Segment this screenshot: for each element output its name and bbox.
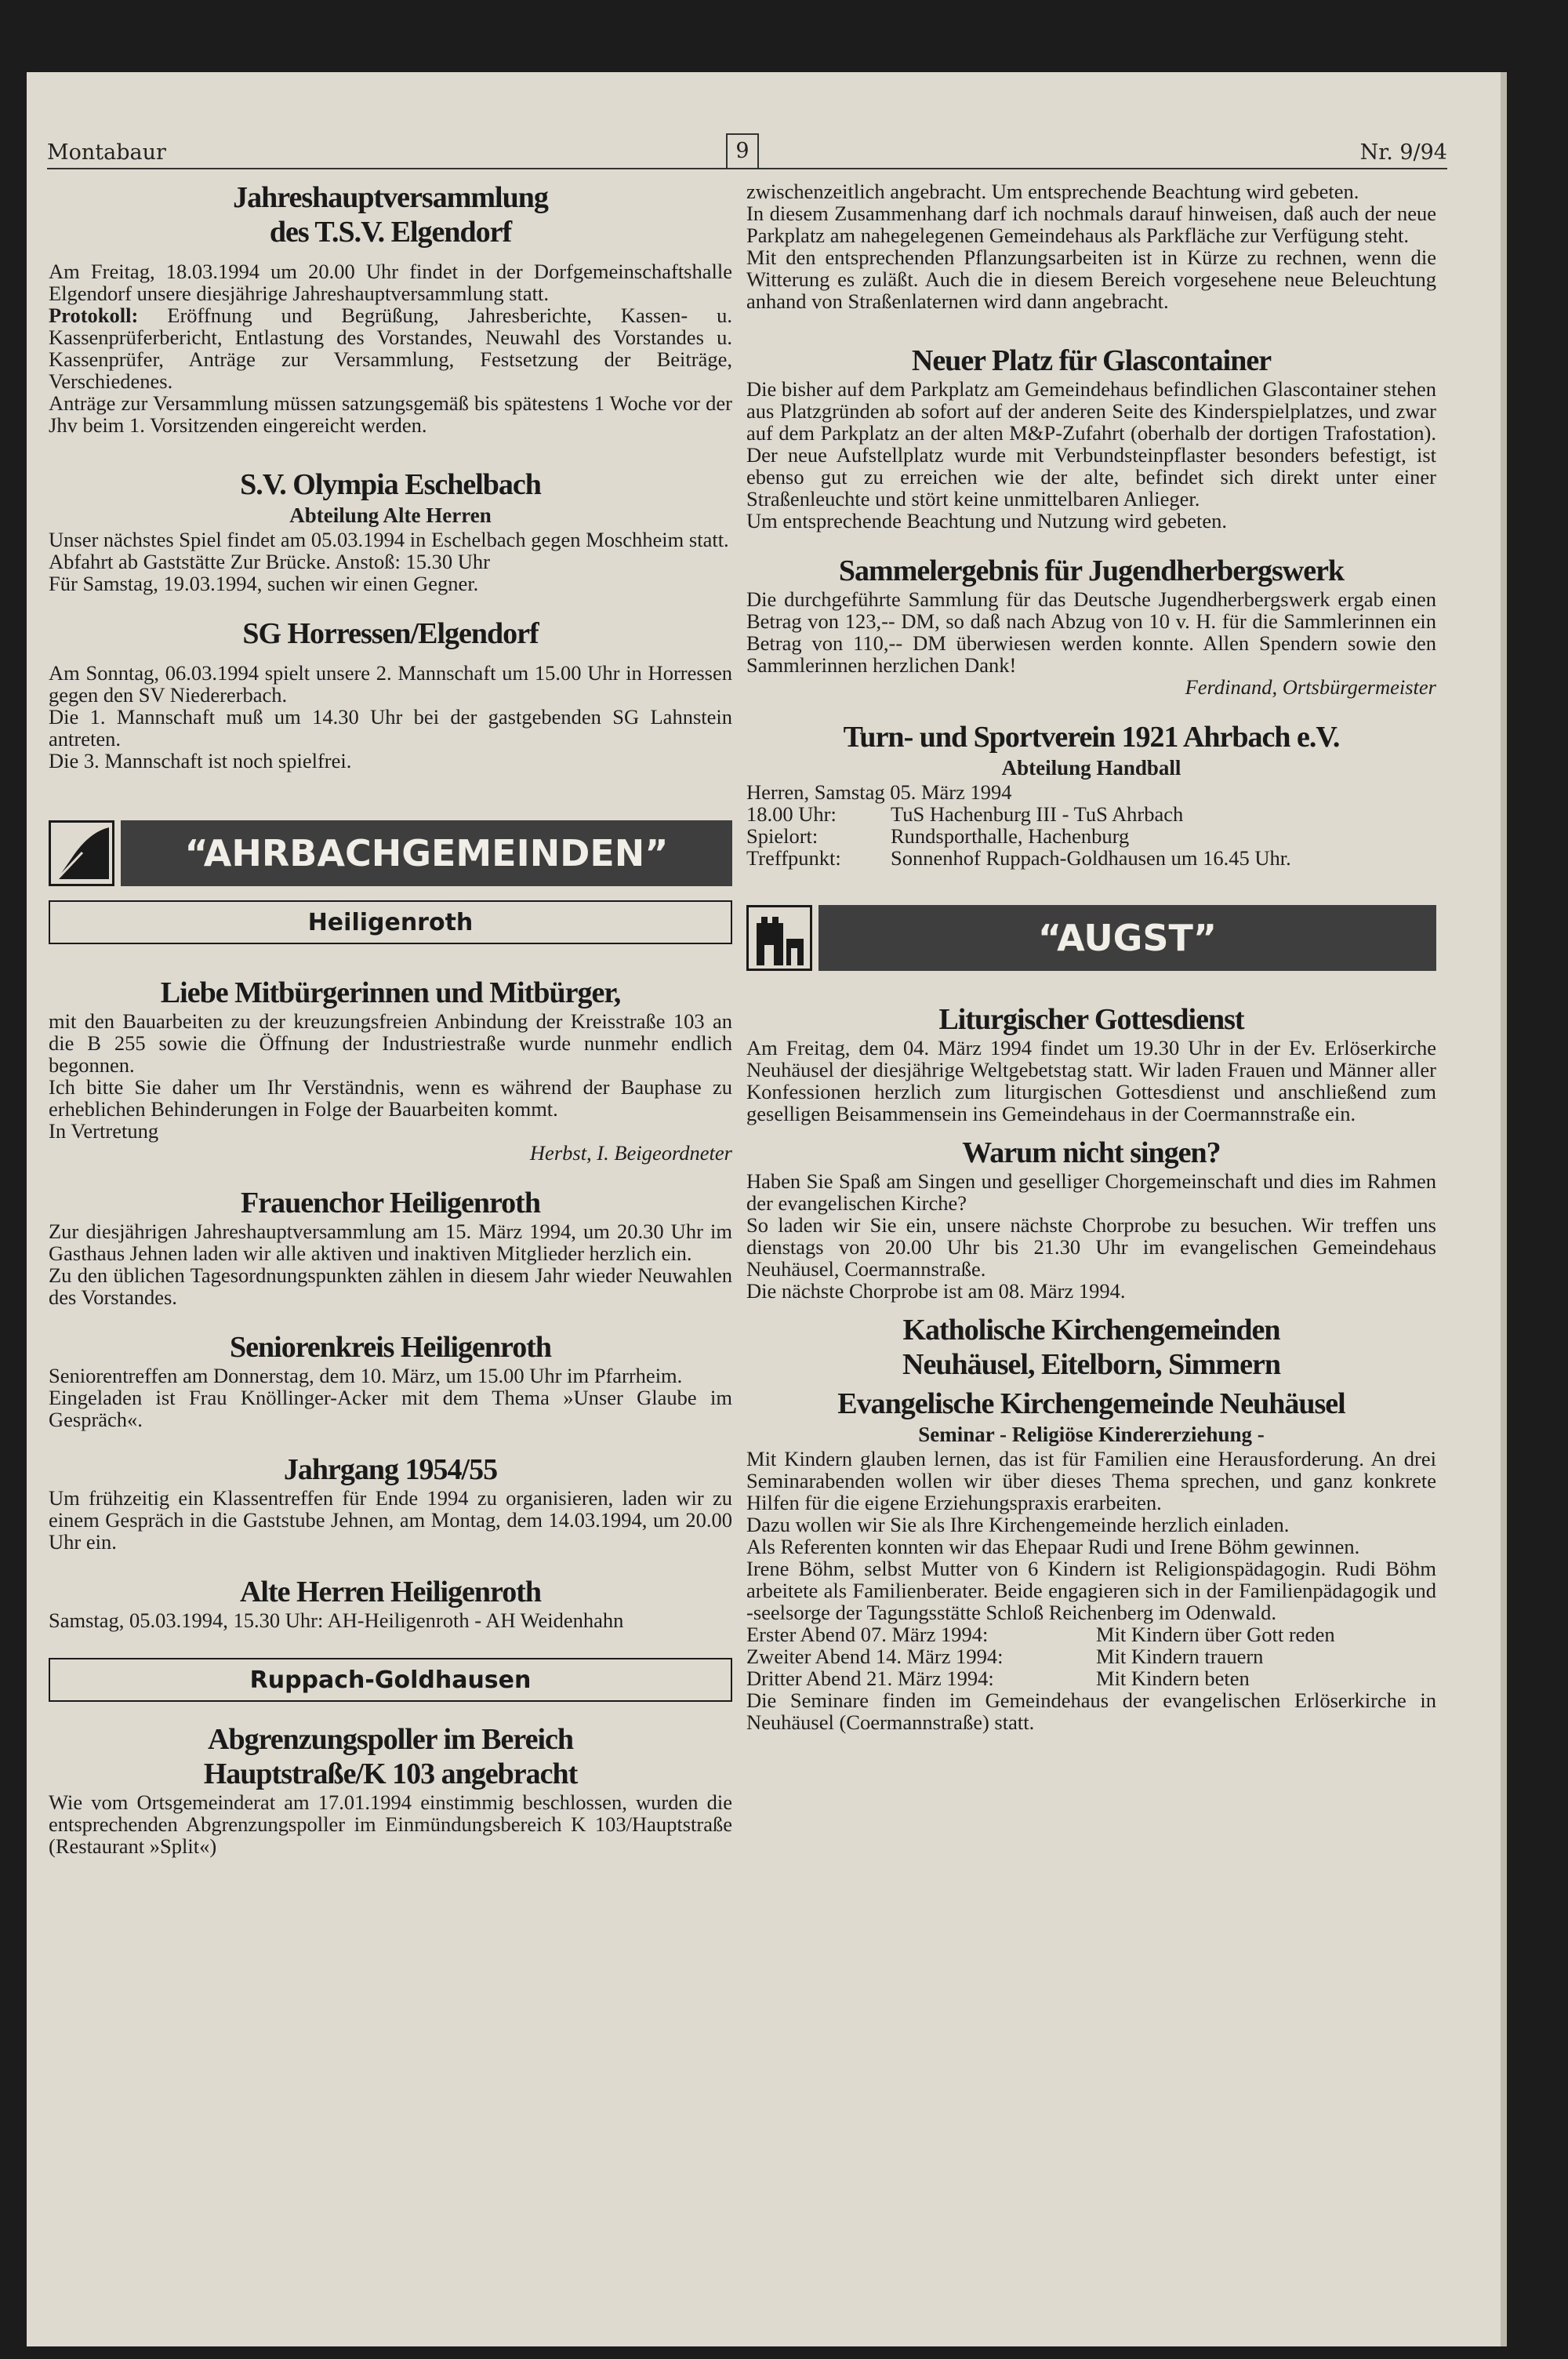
- article-title: Seniorenkreis Heiligenroth: [230, 1331, 551, 1364]
- match-table: [746, 803, 1291, 869]
- article-text: Mit den entsprechenden Pflanzungsarbeiten ist in Kürze zu rechnen, wenn die Witterung es zuläßt. Auch die in diesem Bereich vorgesehene neue Beleuchtung anhand von Straßenlaternen wird dann angebracht.: [746, 245, 1436, 313]
- article-text: Die Seminare finden im Gemeindehaus der evangelischen Erlöserkirche in Neuhäusel (Coermannstraße) statt.: [746, 1688, 1436, 1734]
- table-row: [746, 1645, 1335, 1667]
- table-row: [746, 803, 1291, 825]
- article-text: Zur diesjährigen Jahreshauptversammlung am 15. März 1994, um 20.30 Uhr im Gasthaus Jehnen laden wir alle aktiven und inaktiven Mitglieder herzlich ein.: [49, 1219, 732, 1265]
- table-row: [746, 1623, 1335, 1645]
- article-text: So laden wir Sie ein, unsere nächste Chorprobe zu besuchen. Wir treffen uns dienstags von 20.00 Uhr bis 21.30 Uhr im evangelischen Gemeindehaus Neuhäusel, Coermannstraße.: [746, 1213, 1436, 1281]
- right-column: [746, 180, 1436, 1733]
- table-value: Mit Kindern über Gott reden: [1096, 1623, 1335, 1646]
- article-text: mit den Bauarbeiten zu der kreuzungsfreien Anbindung der Kreisstraße 103 an die B 255 sowie die Öffnung der Industriestraße wurde nunmehr endlich begonnen.: [49, 1009, 732, 1077]
- page-number: 9: [726, 133, 759, 168]
- article-text: Unser nächstes Spiel findet am 05.03.1994 in Eschelbach gegen Moschheim statt.: [49, 528, 729, 551]
- article-text: Am Freitag, 18.03.1994 um 20.00 Uhr findet in der Dorfgemeinschaftshalle Elgendorf unsere diesjährige Jahreshauptversammlung statt.: [49, 260, 732, 305]
- article-subtitle: Abteilung Alte Herren: [289, 503, 492, 527]
- article-text: Abfahrt ab Gaststätte Zur Brücke. Anstoß: 15.30 Uhr: [49, 550, 491, 573]
- page-header: [47, 133, 1447, 169]
- article-text: Haben Sie Spaß am Singen und geselliger Chorgemeinschaft und dies im Rahmen der evangelischen Kirche?: [746, 1169, 1436, 1215]
- article-text: Um entsprechende Beachtung und Nutzung wird gebeten.: [746, 509, 1227, 533]
- banner-text: “AUGST”: [818, 905, 1436, 971]
- article-title: Warum nicht singen?: [962, 1136, 1221, 1169]
- article-text: Anträge zur Versammlung müssen satzungsgemäß bis spätestens 1 Woche vor der Jhv beim 1. Vorsitzenden eingereicht werden.: [49, 391, 732, 437]
- left-column: [49, 180, 732, 1857]
- table-key: Erster Abend 07. März 1994:: [746, 1623, 989, 1646]
- article-title: Jahrgang 1954/55: [283, 1453, 498, 1486]
- article-text: zwischenzeitlich angebracht. Um entsprechende Beachtung wird gebeten.: [746, 180, 1359, 203]
- section-banner: [49, 820, 732, 886]
- table-value: TuS Hachenburg III - TuS Ahrbach: [891, 802, 1184, 826]
- table-row: [746, 825, 1291, 847]
- article-text: Eingeladen ist Frau Knöllinger-Acker mit dem Thema »Unser Glaube im Gespräch«.: [49, 1386, 732, 1431]
- article-title: Neuhäusel, Eitelborn, Simmern: [902, 1348, 1280, 1381]
- article-text: Am Sonntag, 06.03.1994 spielt unsere 2. Mannschaft um 15.00 Uhr in Horressen gegen den SV Niedererbach.: [49, 661, 732, 707]
- article-text: Zu den üblichen Tagesordnungspunkten zählen in diesem Jahr wieder Neuwahlen des Vorstandes.: [49, 1263, 732, 1309]
- article-title: S.V. Olympia Eschelbach: [240, 468, 541, 501]
- table-value: Rundsporthalle, Hachenburg: [891, 824, 1130, 848]
- article-title: Sammelergebnis für Jugendherbergswerk: [838, 554, 1345, 587]
- article-text: Für Samstag, 19.03.1994, suchen wir einen Gegner.: [49, 572, 479, 595]
- article-text: Um frühzeitig ein Klassentreffen für Ende 1994 zu organisieren, laden wir zu einem Gespräch in die Gaststube Jehnen, am Montag, dem 14.03.1994, um 20.00 Uhr ein.: [49, 1486, 732, 1554]
- feather-icon: [49, 820, 114, 886]
- article-text: In Vertretung: [49, 1119, 159, 1143]
- article-text: Herren, Samstag 05. März 1994: [746, 780, 1012, 804]
- issue-number: Nr. 9/94: [1359, 140, 1447, 165]
- table-row: [746, 847, 1291, 869]
- table-value: Sonnenhof Ruppach-Goldhausen um 16.45 Uhr.: [891, 846, 1291, 870]
- banner-text: “AHRBACHGEMEINDEN”: [121, 820, 732, 886]
- article-title: SG Horressen/Elgendorf: [242, 617, 539, 650]
- table-value: Mit Kindern beten: [1096, 1667, 1250, 1690]
- newspaper-page: [27, 72, 1501, 2346]
- article-subtitle: Abteilung Handball: [1001, 756, 1181, 780]
- article-text: Die 3. Mannschaft ist noch spielfrei.: [49, 749, 352, 772]
- table-value: Mit Kindern trauern: [1096, 1645, 1264, 1668]
- signature: Ferdinand, Ortsbürgermeister: [1185, 675, 1436, 699]
- article-title: Jahreshauptversammlung: [233, 181, 548, 214]
- article-text: Mit Kindern glauben lernen, das ist für Familien eine Herausforderung. An drei Seminarabenden wollen wir über dieses Thema sprechen, und ganz konkrete Hilfen für die eigene Erziehungspraxis erarbeiten.: [746, 1447, 1436, 1514]
- article-title: Alte Herren Heiligenroth: [239, 1576, 542, 1608]
- article-text: Samstag, 05.03.1994, 15.30 Uhr: AH-Heiligenroth - AH Weidenhahn: [49, 1608, 624, 1632]
- section-banner: [746, 905, 1436, 971]
- section-box: Ruppach-Goldhausen: [49, 1658, 732, 1702]
- article-text: Wie vom Ortsgemeinderat am 17.01.1994 einstimmig beschlossen, wurden die entsprechenden Abgrenzungspoller im Einmündungsbereich K 103/Hauptstraße (Restaurant »Split«): [49, 1790, 732, 1858]
- table-key: Zweiter Abend 14. März 1994:: [746, 1645, 1004, 1668]
- article-text: In diesem Zusammenhang darf ich nochmals darauf hinweisen, daß auch der neue Parkplatz am nahegelegenen Gemeindehaus als Parkfläche zur Verfügung steht.: [746, 202, 1436, 247]
- article-title: Neuer Platz für Glascontainer: [911, 344, 1272, 377]
- section-box: Heiligenroth: [49, 900, 732, 944]
- seminar-table: [746, 1623, 1335, 1689]
- protokoll-text: Eröffnung und Begrüßung, Jahresberichte, Kassen- u. Kassenprüferbericht, Entlastung des Vorstandes, Neuwahl des Vorstandes u. Kassenprüfer, Anträge zur Versammlung, Festsetzung der Beiträge, Verschiedenes.: [49, 304, 732, 393]
- article-title: Hauptstraße/K 103 angebracht: [203, 1757, 578, 1790]
- article-text: Ich bitte Sie daher um Ihr Verständnis, wenn es während der Bauphase zu erheblichen Behinderungen in Folge der Bauarbeiten kommt.: [49, 1075, 732, 1121]
- article-text: Als Referenten konnten wir das Ehepaar Rudi und Irene Böhm gewinnen.: [746, 1535, 1360, 1558]
- article-text: Die 1. Mannschaft muß um 14.30 Uhr bei der gastgebenden SG Lahnstein antreten.: [49, 705, 732, 751]
- table-row: [746, 1667, 1335, 1689]
- article-subtitle: Seminar - Religiöse Kindererziehung -: [918, 1423, 1265, 1446]
- article-text: Die bisher auf dem Parkplatz am Gemeindehaus befindlichen Glascontainer stehen aus Platzgründen ab sofort auf der anderen Seite des Kinderspielplatzes, und zwar auf dem Parkplatz an der alten M&P-Zufahrt (oberhalb der dortigen Trafostation). Der neue Aufstellplatz wurde mit Verbundsteinpflaster besonders befestigt, ist ebenso gut zu erreichen wie der alte, befindet sich direkt unter einer Straßenleuchte und stört keine unmittelbaren Anlieger.: [746, 377, 1436, 511]
- article-title: des T.S.V. Elgendorf: [269, 216, 512, 249]
- article-title: Evangelische Kirchengemeinde Neuhäusel: [837, 1387, 1345, 1420]
- article-text: [49, 304, 732, 392]
- article-text: Die durchgeführte Sammlung für das Deutsche Jugendherbergswerk ergab einen Betrag von 123,-- DM, so daß nach Abzug von 10 v. H. für die Sammlerinnen ein Betrag von 110,-- DM überwiesen werden konnte. Allen Spendern sowie den Sammlerinnen herzlichen Dank!: [746, 587, 1436, 677]
- protokoll-label: Protokoll:: [49, 304, 139, 327]
- article-text: Dazu wollen wir Sie als Ihre Kirchengemeinde herzlich einladen.: [746, 1513, 1290, 1536]
- article-text: Seniorentreffen am Donnerstag, dem 10. März, um 15.00 Uhr im Pfarrheim.: [49, 1364, 683, 1387]
- article-title: Turn- und Sportverein 1921 Ahrbach e.V.: [843, 721, 1340, 754]
- article-title: Frauenchor Heiligenroth: [241, 1187, 540, 1219]
- signature: Herbst, I. Beigeordneter: [529, 1141, 732, 1165]
- table-key: Spielort:: [746, 824, 818, 848]
- table-key: Treffpunkt:: [746, 846, 841, 870]
- article-text: Am Freitag, dem 04. März 1994 findet um 19.30 Uhr in der Ev. Erlöserkirche Neuhäusel der diesjährige Weltgebetstag statt. Wir laden Frauen und Männer aller Konfessionen herzlich zum liturgischen Gottesdienst und anschließend zum geselligen Beisammensein ins Gemeindehaus in der Coermannstraße ein.: [746, 1036, 1436, 1125]
- article-text: Irene Böhm, selbst Mutter von 6 Kindern ist Religionspädagogin. Rudi Böhm arbeitete als Familienberater. Beide engagieren sich in der Familienpädagogik und -seelsorge der Tagungsstätte Schloß Reichenberg im Odenwald.: [746, 1557, 1436, 1624]
- table-key: 18.00 Uhr:: [746, 802, 837, 826]
- article-title: Katholische Kirchengemeinden: [902, 1314, 1280, 1347]
- header-town: Montabaur: [47, 140, 166, 165]
- article-title: Abgrenzungspoller im Bereich: [208, 1723, 573, 1756]
- castle-tower-icon: [746, 905, 812, 971]
- article-text: Die nächste Chorprobe ist am 08. März 1994.: [746, 1279, 1126, 1303]
- article-title: Liebe Mitbürgerinnen und Mitbürger,: [160, 976, 621, 1009]
- table-key: Dritter Abend 21. März 1994:: [746, 1667, 994, 1690]
- article-title: Liturgischer Gottesdienst: [938, 1003, 1244, 1036]
